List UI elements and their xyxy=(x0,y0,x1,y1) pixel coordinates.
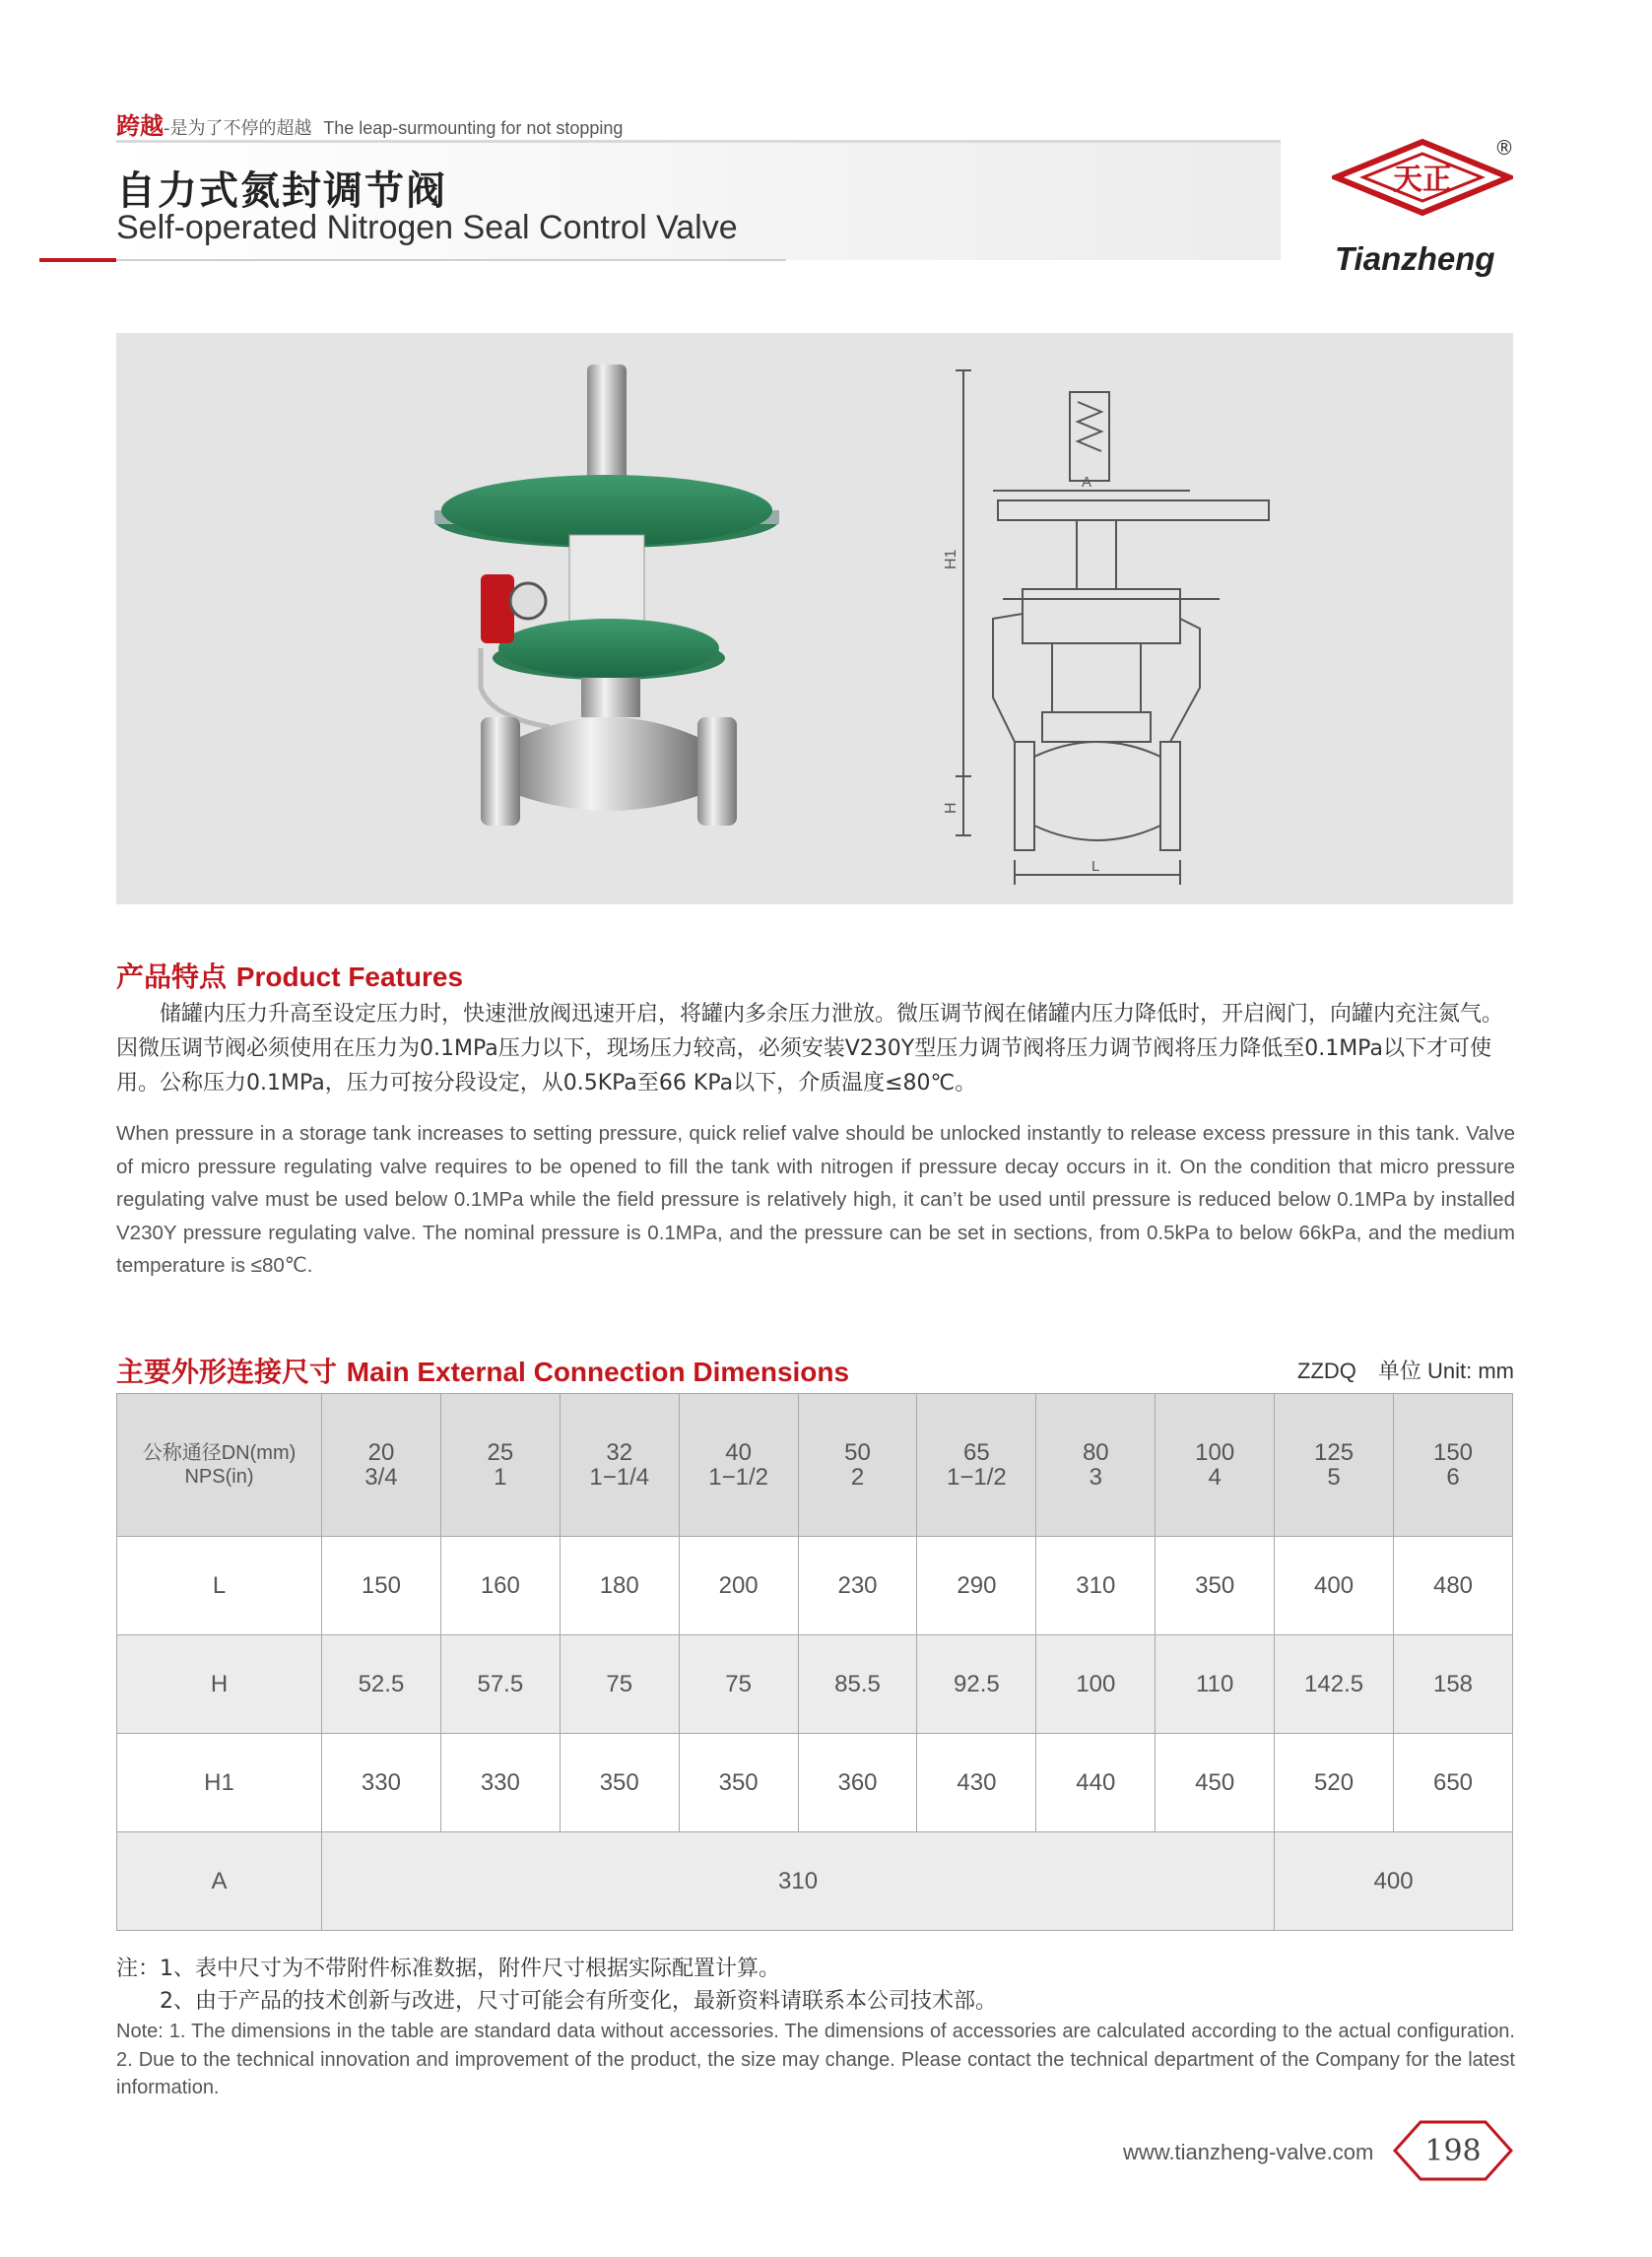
table-row-a xyxy=(117,1832,1513,1931)
row-label: A xyxy=(117,1832,322,1931)
table-cell: 440 xyxy=(1036,1734,1156,1832)
table-cell: 360 xyxy=(798,1734,917,1832)
dim-label-l: L xyxy=(1091,858,1100,875)
table-cell: 158 xyxy=(1394,1635,1513,1734)
table-cell: 330 xyxy=(440,1734,560,1832)
table-cell: 57.5 xyxy=(440,1635,560,1734)
table-cell: 330 xyxy=(322,1734,441,1832)
header-slogan xyxy=(116,106,623,141)
note-cn-2: 2、由于产品的技术创新与改进，尺寸可能会有所变化，最新资料请联系本公司技术部。 xyxy=(116,1989,998,2014)
table-cell-merged: 310 xyxy=(322,1832,1275,1931)
notes-cn xyxy=(116,1953,997,2018)
table-cell: 350 xyxy=(679,1734,798,1832)
table-cell: 310 xyxy=(1036,1537,1156,1635)
table-cell: 230 xyxy=(798,1537,917,1635)
header-cell: 25 1 xyxy=(440,1394,560,1537)
brand-name: Tianzheng xyxy=(1335,240,1495,277)
slogan-cn: -是为了不停的超越 xyxy=(164,118,312,139)
table-cell: 180 xyxy=(560,1537,679,1635)
header-cell: 80 3 xyxy=(1036,1394,1156,1537)
table-cell: 75 xyxy=(560,1635,679,1734)
table-cell: 160 xyxy=(440,1537,560,1635)
table-cell: 100 xyxy=(1036,1635,1156,1734)
table-cell: 200 xyxy=(679,1537,798,1635)
row-label: H xyxy=(117,1635,322,1734)
table-header-row xyxy=(117,1394,1513,1537)
dim-label-h: H xyxy=(943,802,959,814)
features-text-en: When pressure in a storage tank increases to setting pressure, quick relief valve should be unlocked instantly to release excess pressure in this tank. Valve of micro pressure regulating valve requires to be opened to fill the tank with nitrogen if pressure decay occurs in it. On the condition that micro pressure regulating valve must be used below 0.1MPa while the field pressure is relatively high, it can’t be used until pressure is reduced below 0.1MPa by installed V230Y pressure regulating valve. The nominal pressure is 0.1MPa, and the pressure can be set in sections, from 0.5kPa to below 66kPa, and the medium temperature is ≤80℃. xyxy=(116,1122,1515,1277)
table-cell: 85.5 xyxy=(798,1635,917,1734)
row-label: L xyxy=(117,1537,322,1635)
table-cell: 150 xyxy=(322,1537,441,1635)
dimension-drawing xyxy=(904,363,1417,895)
header-cell: 32 1−1/4 xyxy=(560,1394,679,1537)
footer-url: www.tianzheng-valve.com xyxy=(1123,2140,1374,2164)
table-cell: 650 xyxy=(1394,1734,1513,1832)
header-cell: 40 1−1/2 xyxy=(679,1394,798,1537)
table-cell: 350 xyxy=(1156,1537,1275,1635)
header-cell: 150 6 xyxy=(1394,1394,1513,1537)
title-underline xyxy=(116,259,786,261)
header-cell: 20 3/4 xyxy=(322,1394,441,1537)
slogan-en: The leap-surmounting for not stopping xyxy=(323,118,624,138)
header-top-rule xyxy=(116,140,1281,143)
tianzheng-logo-icon xyxy=(1332,138,1513,217)
table-cell: 430 xyxy=(917,1734,1036,1832)
page-number: 198 xyxy=(1424,2134,1482,2168)
title-accent-line xyxy=(39,258,116,262)
dim-label-h1: H1 xyxy=(943,549,959,569)
features-title-en: Product Features xyxy=(235,962,464,992)
header-cell: 125 5 xyxy=(1275,1394,1394,1537)
table-row-l xyxy=(117,1537,1513,1635)
notes-en: Note: 1. The dimensions in the table are standard data without accessories. The dimensions of accessories are calculated according to the actual configuration. 2. Due to the technical innovation and improvement of the product, the size may change. Please contact the technical department of the Company for the latest information. xyxy=(116,2021,1515,2098)
table-cell: 92.5 xyxy=(917,1635,1036,1734)
table-cell: 350 xyxy=(560,1734,679,1832)
table-cell-merged: 400 xyxy=(1275,1832,1513,1931)
table-cell: 450 xyxy=(1156,1734,1275,1832)
table-cell: 400 xyxy=(1275,1537,1394,1635)
page-title-en: Self-operated Nitrogen Seal Control Valve xyxy=(116,209,738,246)
valve-photo xyxy=(363,363,835,895)
table-row-h1 xyxy=(117,1734,1513,1832)
table-cell: 520 xyxy=(1275,1734,1394,1832)
product-image-panel xyxy=(116,333,1513,904)
header-cell: 100 4 xyxy=(1156,1394,1275,1537)
row-label: H1 xyxy=(117,1734,322,1832)
table-cell: 290 xyxy=(917,1537,1036,1635)
logo-mark-text: 天正 xyxy=(1393,163,1452,197)
header-label-nps: NPS(in) xyxy=(184,1466,254,1488)
unit-label: ZZDQ 单位 Unit: mm xyxy=(1297,1359,1514,1383)
slogan-highlight: 跨越 xyxy=(116,112,164,140)
header-label-cell xyxy=(117,1394,322,1537)
features-title-cn: 产品特点 xyxy=(116,961,228,993)
dimensions-title-en: Main External Connection Dimensions xyxy=(346,1357,850,1387)
dimensions-title xyxy=(116,1351,849,1390)
features-text-cn: 储罐内压力升高至设定压力时，快速泄放阀迅速开启，将罐内多余压力泄放。微压调节阀在储罐内压力降低时，开启阀门，向罐内充注氮气。因微压调节阀必须使用在压力为0.1MPa压力以下，现场压力较高，必须安装V230Y型压力调节阀将压力调节阀将压力降低至0.1MPa以下才可使用。公称压力0.1MPa，压力可按分段设定，从0.5KPa至66 KPa以下，介质温度≤80℃。 xyxy=(116,1002,1504,1095)
header-label-dn: 公称通径DN(mm) xyxy=(142,1442,297,1464)
table-cell: 142.5 xyxy=(1275,1635,1394,1734)
note-cn-1: 注：1、表中尺寸为不带附件标准数据，附件尺寸根据实际配置计算。 xyxy=(116,1957,780,1981)
dimensions-title-cn: 主要外形连接尺寸 xyxy=(116,1356,338,1388)
table-cell: 480 xyxy=(1394,1537,1513,1635)
table-cell: 110 xyxy=(1156,1635,1275,1734)
table-cell: 75 xyxy=(679,1635,798,1734)
dimensions-table xyxy=(116,1393,1513,1931)
table-cell: 52.5 xyxy=(322,1635,441,1734)
registered-mark: ® xyxy=(1494,136,1514,160)
dim-label-a: A xyxy=(1082,474,1092,491)
header-cell: 65 1−1/2 xyxy=(917,1394,1036,1537)
header-cell: 50 2 xyxy=(798,1394,917,1537)
table-row-h xyxy=(117,1635,1513,1734)
page-title-cn: 自力式氮封调节阀 xyxy=(116,168,447,214)
features-title xyxy=(116,956,463,995)
